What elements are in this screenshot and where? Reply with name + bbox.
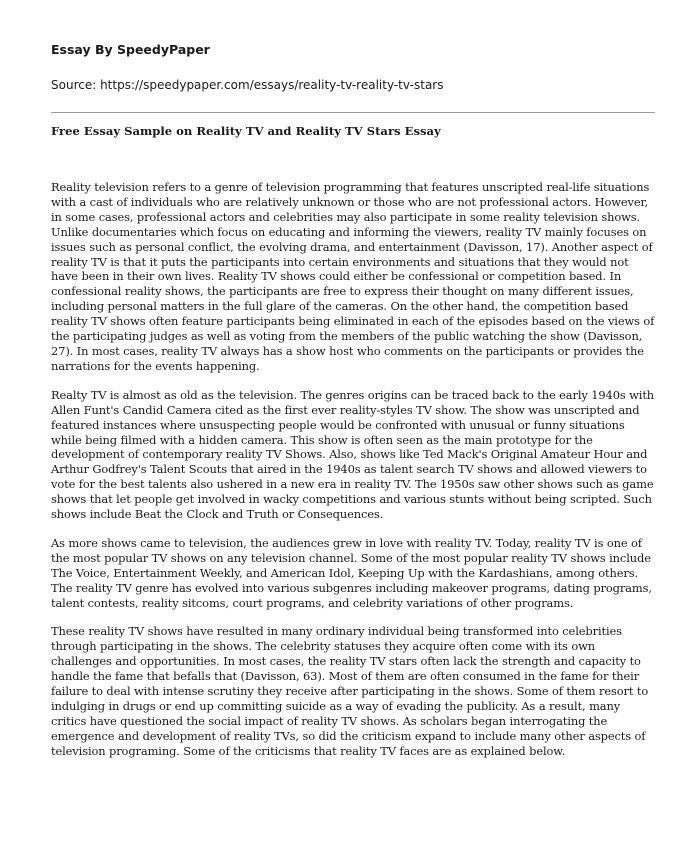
essay-author-heading: Essay By SpeedyPaper: [51, 42, 210, 57]
header-divider: [51, 112, 655, 113]
paragraph: These reality TV shows have resulted in many ordinary individual being transformed into celebrities through participating in the shows. The celebrity statuses they acquire often come with its own challenges and opportunities. In most cases, the reality TV stars often lack the strength and capacity to handle the fame that befalls that (Davisson, 63). Most of them are often consumed in the fame for their failure to deal with intense scrutiny they receive after participating in the shows. Some of them resort to indulging in drugs or end up committing suicide as a way of evading the publicity. As a result, many critics have questioned the social impact of reality TV shows. As scholars began interrogating the emergence and development of reality TVs, so did the criticism expand to include many other aspects of television programing. Some of the criticisms that reality TV faces are as explained below.: [51, 624, 649, 758]
paragraph: Reality television refers to a genre of television programming that features unscripted real-life situations with a cast of individuals who are relatively unknown or those who are not professional actors. However, in some cases, professional actors and celebrities may also participate in some reality television shows. Unlike documentaries which focus on educating and informing the viewers, reality TV mainly focuses on issues such as personal conflict, the evolving drama, and entertainment (Davisson, 17). Another aspect of reality TV is that it puts the participants into certain environments and situations that they would not have been in their own lives. Reality TV shows could either be confessional or competition based. In confessional reality shows, the participants are free to express their thought on many different issues, including personal matters in the full glare of the cameras. On the other hand, the competition based reality TV shows often feature participants being eliminated in each of the episodes based on the views of the participating judges as well as voting from the members of the public watching the show (Davisson, 27). In most cases, reality TV always has a show host who comments on the participants or provides the narrations for the events happening.: [51, 180, 655, 373]
source-url: Source: https://speedypaper.com/essays/reality-tv-reality-tv-stars: [51, 78, 444, 92]
essay-title: Free Essay Sample on Reality TV and Reality TV Stars Essay: [51, 124, 441, 138]
paragraph: As more shows came to television, the audiences grew in love with reality TV. Today, reality TV is one of the most popular TV shows on any television channel. Some of the most popular reality TV shows include The Voice, Entertainment Weekly, and American Idol, Keeping Up with the Kardashians, among others. The reality TV genre has evolved into various subgenres including makeover programs, dating programs, talent contests, reality sitcoms, court programs, and celebrity variations of other programs.: [51, 535, 652, 610]
paragraph: Realty TV is almost as old as the television. The genres origins can be traced back to the early 1940s with Allen Funt's Candid Camera cited as the first ever reality-styles TV show. The show was unscripted and featured instances where unsuspecting people would be confronted with unusual or funny situations while being filmed with a hidden camera. This show is often seen as the main prototype for the development of contemporary reality TV Shows. Also, shows like Ted Mack's Original Amateur Hour and Arthur Godfrey's Talent Scouts that aired in the 1940s as talent search TV shows and allowed viewers to vote for the best talents also ushered in a new era in reality TV. The 1950s saw other shows such as game shows that let people get involved in wacky competitions and various stunts without being scripted. Such shows include Beat the Clock and Truth or Consequences.: [51, 387, 655, 522]
essay-body: [51, 180, 657, 759]
